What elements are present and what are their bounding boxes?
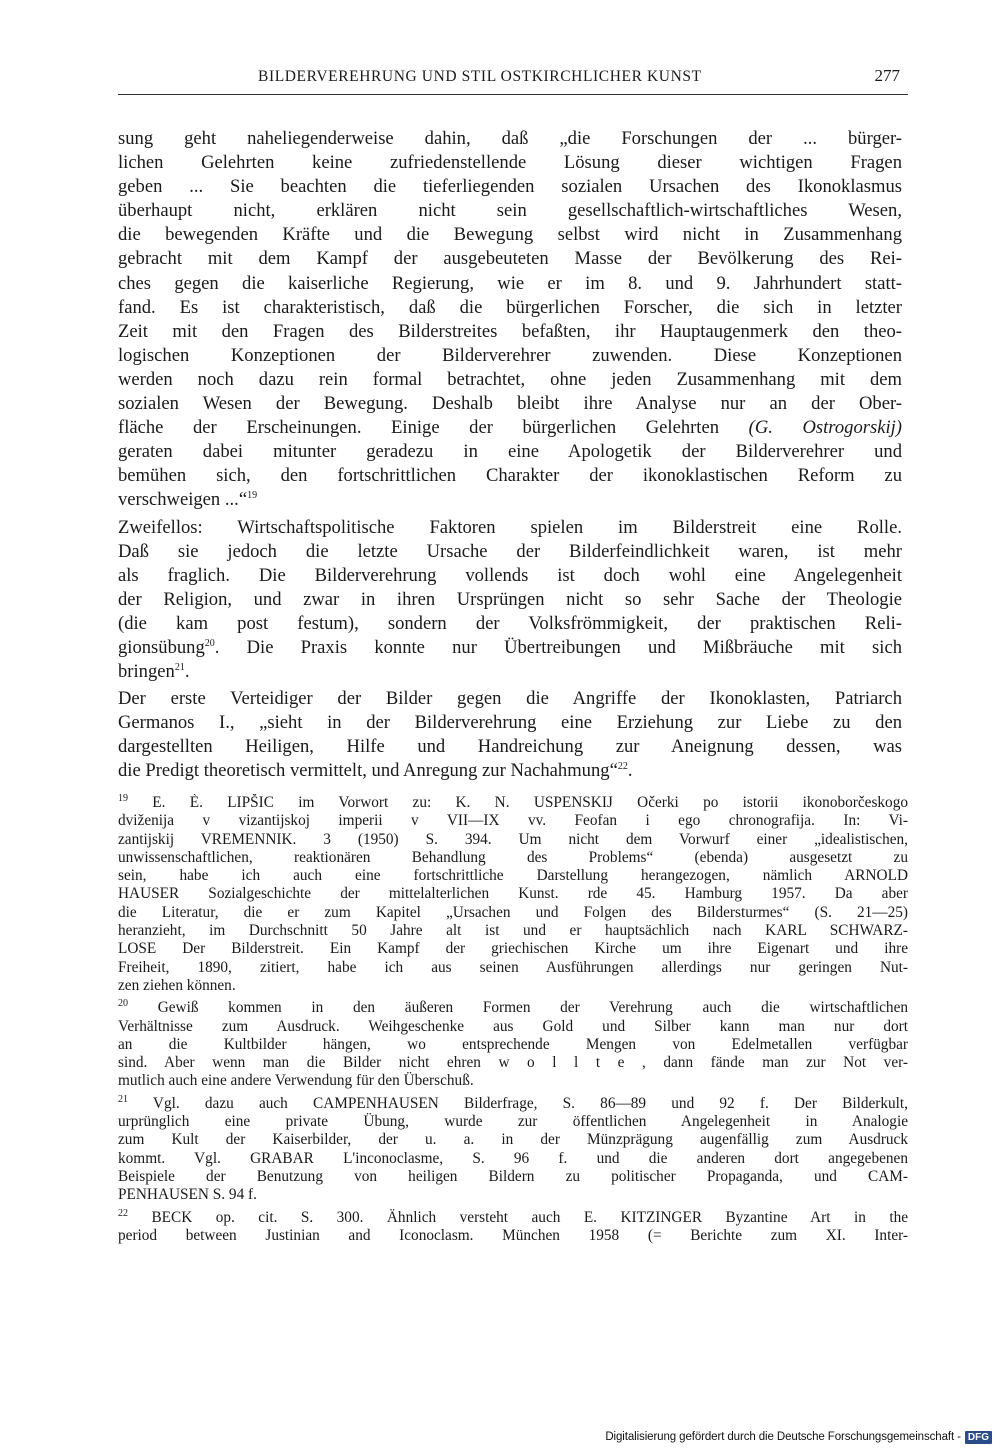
text-line: sozialen Wesen der Bewegung. Deshalb bleibt ihre Analyse nur an der Ober-	[118, 393, 902, 415]
header-rule	[118, 94, 908, 95]
footnote-number: 22	[118, 1208, 128, 1219]
text-line: dargestellten Heiligen, Hilfe und Handreichung zur Aneignung dessen, was	[118, 736, 902, 758]
footnote-line	[118, 1209, 908, 1227]
text-line: gebracht mit dem Kampf der ausgebeuteten Masse der Bevölkerung des Rei-	[118, 248, 902, 270]
paragraph-1	[118, 127, 902, 513]
text-line: fand. Es ist charakteristisch, daß die bürgerlichen Forscher, die sich in letzter	[118, 296, 902, 318]
text-line: Der erste Verteidiger der Bilder gegen die Angriffe der Ikonoklasten, Patriarch	[118, 688, 902, 710]
footnote-line: Freiheit, 1890, zitiert, habe ich aus seinen Ausführungen allerdings nur geringen Nut-	[118, 958, 908, 976]
footnote-line: unwissenschaftlichen, reaktionären Behandlung des Problems“ (ebenda) ausgesetzt zu	[118, 848, 908, 866]
footnote-ref: 21	[174, 661, 185, 673]
text-line: werden noch dazu rein formal betrachtet, ohne jeden Zusammenhang mit dem	[118, 368, 902, 390]
footnote-line: Beispiele der Benutzung von heiligen Bildern zu politischer Propaganda, und CAM-	[118, 1167, 908, 1185]
footnotes	[118, 794, 908, 1245]
paragraph-2	[118, 516, 902, 685]
text-line: geben ... Sie beachten die tieferliegenden sozialen Ursachen des Ikonoklasmus	[118, 176, 902, 198]
footnote-line: sind. Aber wenn man die Bilder nicht ehren w o l l t e , dann fände man zur Not ver-	[118, 1054, 908, 1072]
dfg-logo: DFG	[965, 1431, 992, 1444]
funding-note: Digitalisierung gefördert durch die Deutsche Forschungsgemeinschaft -	[605, 1431, 961, 1443]
text-line: die Predigt theoretisch vermittelt, und Anregung zur Nachahmung“$^{22}$.	[118, 760, 633, 782]
text-line: Germanos I., „sieht in der Bilderverehrung eine Erziehung zur Liebe zu den	[118, 712, 902, 734]
footnote-line: zum Kult der Kaiserbilder, der u. a. in der Münzprägung augenfällig zum Ausdruck	[118, 1131, 908, 1149]
text-fragment: . Die Praxis konnte nur Übertreibungen und Mißbräuche mit sich	[214, 636, 902, 658]
footnote-number: 21	[118, 1094, 128, 1105]
footnote-line: period between Justinian and Iconoclasm. München 1958 (= Berichte zum XI. Inter-	[118, 1226, 908, 1244]
text-line: Zeit mit den Fragen des Bilderstreites befaßten, ihr Hauptaugenmerk den theo-	[118, 320, 902, 342]
page-number: 277	[874, 66, 900, 85]
text-line: sung geht naheliegenderweise dahin, daß „die Forschungen der ... bürger-	[118, 128, 902, 149]
running-title: BILDERVEREHRUNG UND STIL OSTKIRCHLICHER KUNST	[258, 68, 702, 85]
text-line: lichen Gelehrten keine zufriedenstellende Lösung dieser wichtigen Fragen	[118, 152, 902, 174]
footnote-line: urprünglich eine private Übung, wurde zur öffentlichen Angelegenheit in Analogie	[118, 1113, 908, 1131]
footnote-line: kommt. Vgl. GRABAR L'inconoclasme, S. 96 f. und die anderen dort angegebenen	[118, 1149, 908, 1167]
footnote-line: an die Kultbilder hängen, wo entsprechende Mengen von Edelmetallen verfügbar	[118, 1035, 908, 1053]
footnote-ref: 19	[247, 490, 258, 502]
footnote-line: Verhältnisse zum Ausdruck. Weihgeschenke aus Gold und Silber kann man nur dort	[118, 1017, 908, 1035]
body-text	[118, 127, 902, 784]
text-line: als fraglich. Die Bilderverehrung vollends ist doch wohl eine Angelegenheit	[118, 564, 902, 586]
footnote-line: heranzieht, im Durchschnitt 50 Jahre alt ist und er hauptsächlich nach KARL SCHWARZ-	[118, 922, 908, 940]
running-head	[118, 66, 908, 96]
footnote-line: PENHAUSEN S. 94 f.	[118, 1186, 257, 1204]
text-fragment: E. È. LIPŠIC im Vorwort zu: K. N. USPENSKIJ Očerki po istorii ikonoborčeskogo	[152, 794, 908, 811]
text-fragment: die Predigt theoretisch vermittelt, und Anregung zur Nachahmung“	[118, 760, 618, 782]
text-line	[118, 416, 902, 440]
text-line: Zweifellos: Wirtschaftspolitische Faktoren spielen im Bilderstreit eine Rolle.	[118, 516, 902, 538]
text-line	[118, 488, 902, 512]
footnote-line: dviženija v vizantijskoj imperii v VII—IX vv. Feofan i ego chronografija. In: Vi-	[118, 812, 908, 830]
author-name: (G. Ostrogorskij)	[748, 417, 902, 439]
footnote-line	[118, 794, 908, 812]
text-fragment: Gewiß kommen in den äußeren Formen der Verehrung auch die wirtschaftlichen	[157, 999, 908, 1017]
text-fragment: BECK op. cit. S. 300. Ähnlich versteht auch E. KITZINGER Byzantine Art in the	[151, 1208, 908, 1226]
text-line: Daß sie jedoch die letzte Ursache der Bilderfeindlichkeit waren, ist mehr	[118, 540, 902, 562]
text-line: bringen$^{21}$.	[118, 661, 190, 683]
text-line: logischen Konzeptionen der Bilderverehrer zuwenden. Diese Konzeptionen	[118, 344, 902, 366]
footnote-ref: 20	[204, 637, 215, 649]
footnote-line: die Literatur, die er zum Kapitel „Ursachen und Folgen des Bildersturmes“ (S. 21—25)	[118, 903, 908, 921]
text-line: überhaupt nicht, erklären nicht sein gesellschaftlich-wirtschaftliches Wesen,	[118, 200, 902, 222]
text-line: der Religion, und zwar in ihren Ursprüngen nicht so sehr Sache der Theologie	[118, 588, 902, 610]
footnote-ref: 22	[617, 761, 628, 773]
footnote-19	[118, 794, 908, 995]
text-line	[118, 636, 902, 660]
footnote-line	[118, 999, 908, 1017]
footnote-22	[118, 1209, 908, 1246]
text-fragment: fläche der Erscheinungen. Einige der bürgerlichen Gelehrten	[118, 417, 720, 439]
text-line: bemühen sich, den fortschrittlichen Charakter der ikonoklastischen Reform zu	[118, 465, 902, 487]
footnote-line: sein, habe ich auch eine fortschrittliche Darstellung herangezogen, nämlich ARNOLD	[118, 867, 908, 885]
footnote-line	[118, 1095, 908, 1113]
digitization-footer	[605, 1429, 992, 1445]
text-line: (die kam post festum), sondern der Volksfrömmigkeit, der praktischen Reli-	[118, 612, 902, 634]
text-line: die bewegenden Kräfte und die Bewegung selbst wird nicht in Zusammenhang	[118, 224, 902, 246]
text-line: geraten dabei mitunter geradezu in eine Apologetik der Bilderverehrer und	[118, 441, 902, 463]
footnote-line: zantijskij VREMENNIK. 3 (1950) S. 394. Um nicht dem Vorwurf einer „idealistischen,	[118, 830, 908, 848]
footnote-number: 20	[118, 999, 128, 1010]
footnote-line: LOSE Der Bilderstreit. Ein Kampf der griechischen Kirche um ihre Eigenart und ihre	[118, 940, 908, 958]
footnote-20	[118, 999, 908, 1090]
footnote-line: mutlich auch eine andere Verwendung für den Überschuß.	[118, 1072, 474, 1090]
footnote-21	[118, 1095, 908, 1205]
text-line: ches gegen die kaiserliche Regierung, wie er im 8. und 9. Jahrhundert statt-	[118, 272, 902, 294]
text-fragment: verschweigen ...“	[118, 489, 248, 511]
paragraph-3	[118, 687, 902, 783]
footnote-line: HAUSER Sozialgeschichte der mittelalterlichen Kunst. rde 45. Hamburg 1957. Da aber	[118, 885, 908, 903]
footnote-line: zen ziehen können.	[118, 976, 236, 994]
text-fragment: gionsübung	[118, 636, 205, 658]
text-fragment: bringen	[118, 661, 175, 683]
text-fragment: Vgl. dazu auch CAMPENHAUSEN Bilderfrage, S. 86—89 und 92 f. Der Bilderkult,	[152, 1094, 908, 1112]
footnote-number: 19	[118, 794, 128, 804]
